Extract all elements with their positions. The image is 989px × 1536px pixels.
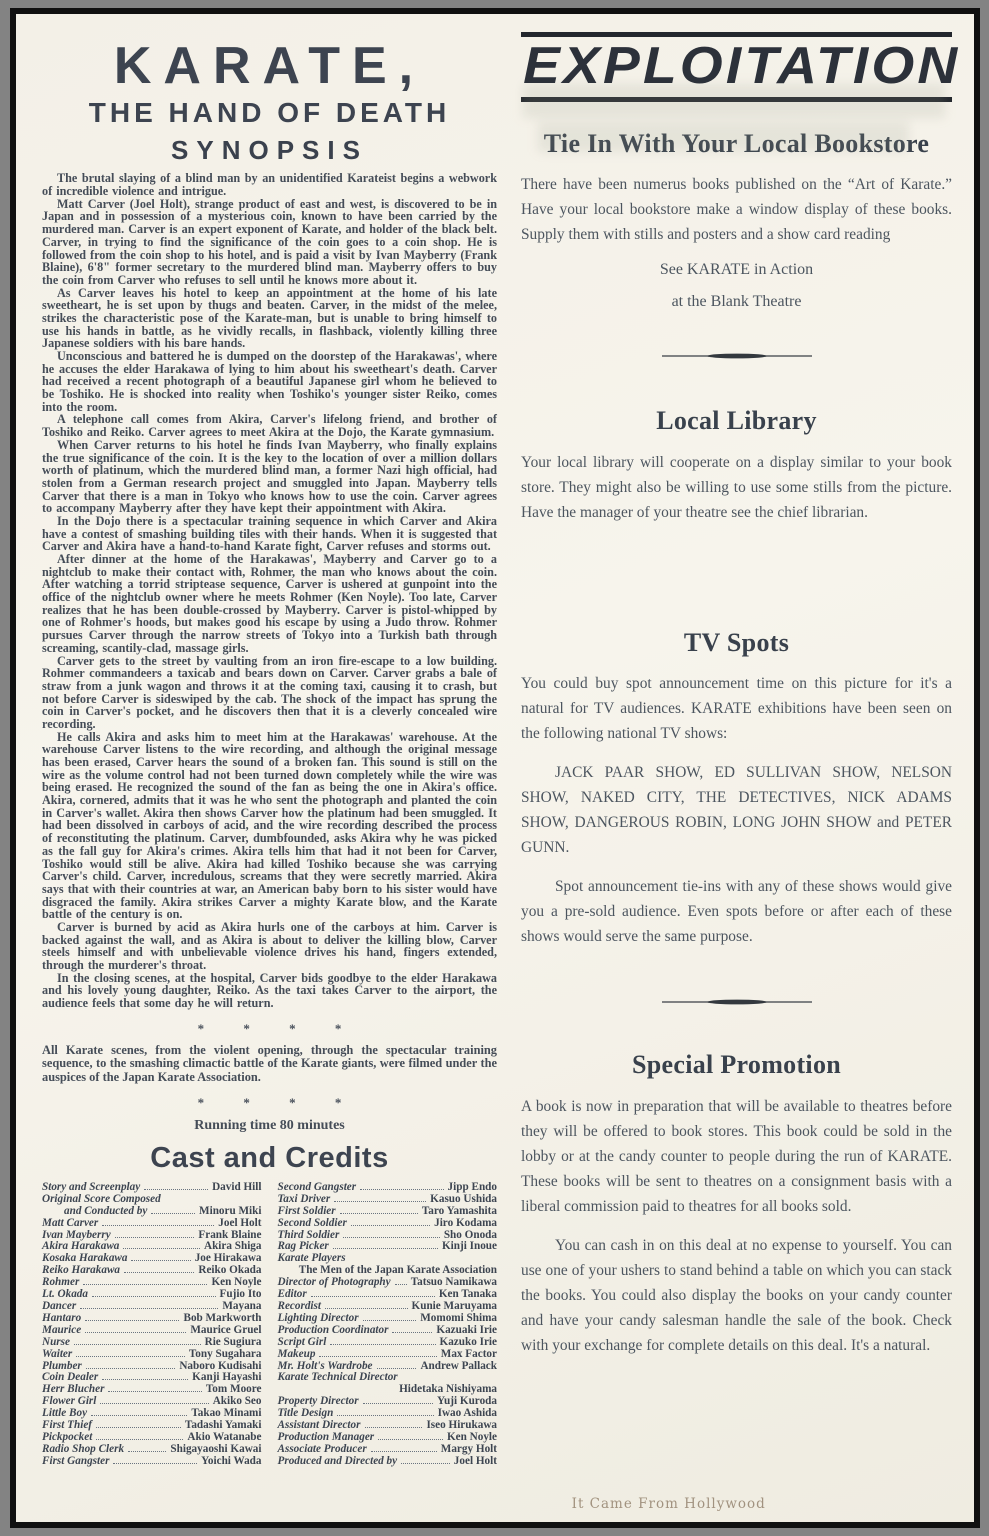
cast-role: Hantaro — [42, 1311, 82, 1324]
dotted-leader — [325, 1308, 408, 1309]
synopsis-paragraph: He calls Akira and asks him to meet him at the Harakawas' warehouse. At the warehouse Carver listens to the wire recording, and although the original message has been erased, Carver hears the sound of a broken fan. This sound is still on the wire as the volume control had not been turned down completely while the wire was being erased. He recognized the sound of the fan as being the one in Akira's office. Akira, cornered, admits that it was he who sent the photograph and planted the coin in Carver's wallet. Akira then shows Carver how the platinum had been smuggled. It had been dissolved in carboys of acid, and the wire recording described the process of reconstituting the platinum. Carver, dumbfounded, asks Akira why he was picked as the fall guy for Akira's crimes. Akira tells him that had it not been for Carver, Toshiko would still be alive. Akira had killed Toshiko because she was carrying Carver's child. Carver, incredulous, screams that they were secretly married. Akira says that with their countries at war, an American baby born to his sister would have disgraced the family. Akira strikes Carver a mighty Karate blow, and the Karate battle of the century is on. — [42, 729, 497, 922]
cast-role: Reiko Harakawa — [42, 1264, 121, 1277]
cast-name: Mayana — [222, 1300, 262, 1312]
cast-role: Waiter — [42, 1347, 73, 1360]
cast-name: Momomi Shima — [420, 1311, 497, 1324]
cast-row — [278, 1206, 498, 1218]
cast-role: Coin Dealer — [42, 1371, 99, 1384]
section-heading: TV Spots — [683, 627, 790, 657]
cast-role: Production Coordinator — [277, 1323, 389, 1336]
cast-name: Kinji Inoue — [441, 1240, 497, 1253]
cast-role: Original Score Composed — [42, 1192, 161, 1205]
cast-row — [42, 1456, 262, 1468]
cast-role: Matt Carver — [42, 1216, 99, 1229]
dotted-leader — [144, 1189, 208, 1190]
dotted-leader — [113, 1463, 197, 1464]
dotted-leader — [363, 1403, 433, 1404]
dotted-leader — [86, 1368, 176, 1369]
cast-name: Joel Holt — [453, 1454, 497, 1467]
cast-row — [42, 1206, 262, 1218]
cast-name: Minoru Miki — [199, 1204, 262, 1217]
dotted-leader — [83, 1284, 207, 1285]
dotted-leader — [96, 1427, 181, 1428]
cast-name: Fujio Ito — [219, 1288, 262, 1301]
cast-name: Maurice Gruel — [190, 1323, 262, 1336]
synopsis-paragraph: When Carver returns to his hotel he finds Ivan Mayberry, who finally explains the true significance of the coin. It is the key to the location of over a million dollars worth of platinum, which the murdered blind man, a former Nazi high official, had stolen from a German research project and smuggled into Japan. Mayberry tells Carver that there is a man in Tokyo who knows how to use the coin. Carver agrees to accompany Mayberry after they have kept their appointment with Akira. — [42, 437, 497, 516]
film-title-line1: KARATE, — [113, 37, 426, 95]
cast-row — [42, 1325, 262, 1337]
section-special-promotion — [521, 1051, 952, 1358]
cast-role: Script Girl — [277, 1335, 327, 1348]
cast-name: Akio Watanabe — [187, 1430, 262, 1443]
dotted-leader — [108, 1391, 201, 1392]
cast-role: Director of Photography — [277, 1276, 391, 1289]
dotted-leader — [96, 1439, 183, 1440]
synopsis-paragraph: In the Dojo there is a spectacular training sequence in which Carver and Akira have a contest of smashing building tiles with their hands. When it is suggested that Carver and Akira have a hand-to-hand Karate fight, Carver refuses and storms out. — [42, 513, 497, 554]
dotted-leader — [360, 1189, 443, 1190]
cast-name: Rie Sugiura — [204, 1335, 262, 1348]
section-library — [521, 407, 952, 525]
cast-role: Story and Screenplay — [42, 1180, 141, 1193]
section-paragraphs — [521, 450, 952, 525]
cast-role: Dancer — [42, 1300, 77, 1312]
cast-name: Kazuko Irie — [439, 1335, 497, 1348]
cast-role: Property Director — [277, 1395, 359, 1408]
cast-role: Taxi Driver — [277, 1192, 331, 1205]
cast-credits-heading: Cast and Credits — [150, 1141, 389, 1174]
cast-row — [42, 1218, 262, 1230]
section-heading: Local Library — [656, 406, 817, 436]
dotted-leader — [124, 1272, 194, 1273]
cast-role: and Conducted by — [64, 1204, 148, 1217]
synopsis-paragraph: A telephone call comes from Akira, Carver's lifelong friend, and brother of Toshiko and Reiko. Carver agrees to meet Akira at the Dojo, the Karate gymnasium. — [42, 412, 497, 440]
film-title-line2: THE HAND OF DEATH — [88, 97, 451, 128]
cast-name: Margy Holt — [440, 1442, 497, 1455]
dotted-leader — [351, 1225, 430, 1226]
dotted-leader — [102, 1379, 188, 1380]
dotted-leader — [333, 1248, 438, 1249]
dotted-leader — [311, 1296, 435, 1297]
cast-role: Editor — [277, 1288, 307, 1301]
cast-role: Produced and Directed by — [277, 1454, 398, 1467]
cast-role: Lighting Director — [277, 1311, 359, 1324]
section-paragraphs — [521, 172, 952, 247]
dotted-leader — [100, 1403, 208, 1404]
cast-name: Shigayaoshi Kawai — [170, 1442, 262, 1455]
cast-column-right — [278, 1182, 498, 1468]
cast-row — [278, 1456, 498, 1468]
cast-name: Sho Onoda — [443, 1228, 497, 1241]
paragraph: JACK PAAR SHOW, ED SULLIVAN SHOW, NELSON SHOW, NAKED CITY, THE DETECTIVES, NICK ADAMS SHOW, DANGEROUS ROBIN, LONG JOHN SHOW and PETER GUNN. — [521, 764, 952, 857]
cast-row — [278, 1349, 498, 1361]
dotted-leader — [401, 1463, 450, 1464]
dotted-leader — [330, 1344, 435, 1345]
cast-role: Makeup — [277, 1347, 316, 1360]
star-divider: * * * * — [197, 1020, 342, 1036]
section-bookstore — [521, 130, 952, 312]
pressbook-page — [10, 8, 980, 1528]
dotted-leader — [363, 1320, 417, 1321]
cast-role: First Thief — [42, 1419, 93, 1432]
cast-row — [278, 1194, 498, 1206]
cast-name: Jipp Endo — [447, 1180, 497, 1193]
cast-name: Tom Moore — [205, 1383, 262, 1396]
cast-name: Yuji Kuroda — [436, 1395, 497, 1408]
cast-name: Joe Hirakawa — [194, 1252, 262, 1265]
paragraph: You can cash in on this deal at no expense to yourself. You can use one of your ushers to stand behind a table on which you can stack the books. You could also display the books on your candy counter and have your candy salesman handle the sale of the book. Check with your exchange for complete details on this deal. It's a natural. — [521, 1236, 952, 1354]
exploitation-masthead — [521, 32, 961, 102]
cast-role: First Gangster — [42, 1454, 110, 1467]
paragraph: Your local library will cooperate on a display similar to your book store. They might also be willing to use some stills from the picture. Have the manager of your theatre see the chief librarian. — [521, 453, 952, 521]
cast-name: Ken Tanaka — [438, 1288, 497, 1301]
cast-role: First Soldier — [277, 1204, 336, 1217]
cast-role: Flower Girl — [42, 1395, 97, 1408]
cast-role: Nurse — [42, 1335, 70, 1348]
synopsis-heading: SYNOPSIS — [171, 135, 368, 166]
cast-name: Akiko Seo — [212, 1395, 262, 1408]
dotted-leader — [91, 1415, 187, 1416]
cast-role: Radio Shop Clerk — [42, 1442, 125, 1455]
cast-name: Max Factor — [440, 1347, 497, 1360]
cast-name: Reiko Okada — [198, 1264, 262, 1277]
collection-watermark: It Came From Hollywood — [571, 1496, 766, 1512]
dotted-leader — [337, 1415, 433, 1416]
cast-role: Karate Technical Director — [277, 1371, 398, 1384]
cast-row — [42, 1349, 262, 1361]
paragraph: Spot announcement tie-ins with any of these shows would give you a pre-sold audience. Even spots before or after each of these shows would serve the same purpose. — [521, 878, 952, 946]
cast-name: Naboro Kudisahi — [179, 1359, 262, 1372]
cast-role: Mr. Holt's Wardrobe — [277, 1359, 373, 1372]
dotted-leader — [319, 1356, 436, 1357]
cast-role: Production Manager — [277, 1430, 375, 1443]
cast-role: Lt. Okada — [42, 1288, 88, 1301]
dotted-leader — [392, 1332, 432, 1333]
dotted-leader — [131, 1260, 190, 1261]
cast-name: Frank Blaine — [198, 1228, 262, 1241]
cast-name: Takao Minami — [191, 1407, 262, 1420]
cast-role: Plumber — [42, 1359, 82, 1372]
dotted-leader — [76, 1356, 185, 1357]
cast-role: Assistant Director — [277, 1419, 361, 1432]
section-heading: Special Promotion — [632, 1050, 841, 1080]
cast-role: Ivan Mayberry — [42, 1228, 111, 1241]
cast-role: Associate Producer — [277, 1442, 367, 1455]
dotted-leader — [365, 1427, 423, 1428]
cast-role: Akira Harakawa — [42, 1240, 120, 1253]
synopsis-paragraph: In the closing scenes, at the hospital, Carver bids goodbye to the elder Harakawa and his lovely young daughter, Reiko. As the taxi takes Carver to the airport, the audience feels that some day he will return. — [42, 970, 497, 1011]
synopsis-column — [42, 26, 497, 1506]
dotted-leader — [85, 1332, 186, 1333]
cast-row — [278, 1325, 498, 1337]
cast-role: Second Soldier — [277, 1216, 347, 1229]
exploitation-column — [521, 26, 961, 1506]
synopsis-paragraph: Carver gets to the street by vaulting from an iron fire-escape to a low building. Rohmer commandeers a taxicab and bears down on Carver. Carver grabs a bale of straw from a junk wagon and throws it at the coming taxi, causing it to crash, but not before Carver is sideswiped by the cab. The shock of the impact has sprung the coin in Carver's pocket, and he discovers then that it is a cleverly concealed wire recording. — [42, 653, 497, 731]
paragraph: There have been numerus books published on the “Art of Karate.” Have your local bookstore make a window display of these books. Supply them with stills and posters and a show card reading — [521, 176, 952, 244]
cast-name: The Men of the Japan Karate Association — [298, 1264, 497, 1277]
dotted-leader — [128, 1451, 166, 1452]
synopsis-paragraph: As Carver leaves his hotel to keep an appointment at the home of his late sweetheart, he is set upon by thugs and beaten. Carver, in the midst of the melee, strikes the characteristic pose of the Karate-man, but is unable to bring himself to use his hands in battle, as he vividly recalls, in flashback, violently killing three Japanese soldiers with his bare hands. — [42, 285, 497, 351]
dotted-leader — [377, 1368, 417, 1369]
cast-column-left — [42, 1182, 262, 1468]
cast-role: Kosaka Harakawa — [42, 1252, 128, 1265]
cast-role: Pickpocket — [42, 1430, 93, 1443]
section-divider-rule — [662, 997, 812, 1007]
cast-name: Taro Yamashita — [421, 1204, 497, 1217]
cast-name: Tony Sugahara — [188, 1347, 262, 1360]
cast-name: David Hill — [212, 1180, 262, 1193]
section-heading: Tie In With Your Local Bookstore — [543, 128, 930, 158]
cast-name: Kunie Maruyama — [411, 1300, 497, 1312]
dotted-leader — [378, 1439, 443, 1440]
cast-name: Joel Holt — [218, 1216, 262, 1229]
dotted-leader — [334, 1201, 426, 1202]
cast-row — [278, 1337, 498, 1349]
paragraph: A book is now in preparation that will be available to theatres before they will be offered to book stores. This book could be sold in the lobby or at the candy counter to people during the run of KARATE. These books will be sent to theatres on a consignment basis with a liberal commission paid to theatres for all books sold. — [521, 1097, 952, 1215]
cast-role: Title Design — [277, 1407, 334, 1420]
cast-role: Rohmer — [42, 1276, 80, 1289]
cast-name: Andrew Pallack — [420, 1359, 497, 1372]
dotted-leader — [123, 1248, 200, 1249]
cast-name: Tatsuo Namikawa — [410, 1276, 497, 1289]
cast-name: Jiro Kodama — [434, 1216, 497, 1229]
cast-row — [278, 1218, 498, 1230]
cast-credits-table — [42, 1182, 497, 1468]
cast-name: Hidetaka Nishiyama — [399, 1383, 497, 1396]
dotted-leader — [74, 1344, 201, 1345]
cast-role: Karate Players — [277, 1252, 346, 1265]
dotted-leader — [340, 1213, 418, 1214]
synopsis-text — [42, 172, 497, 1009]
running-time: Running time 80 minutes — [194, 1117, 345, 1133]
section-divider-rule — [662, 351, 812, 361]
cast-role: Rag Picker — [277, 1240, 329, 1253]
cast-name: Iseo Hirukawa — [426, 1419, 497, 1432]
synopsis-paragraph: After dinner at the home of the Harakawas', Mayberry and Carver go to a nightclub to make their contact with, Rohmer, the man who knows about the coin. After watching a torrid striptease sequence, Carver is ushered at gunpoint into the office of the nightclub owner where he meets Rohmer (Ken Noyle). Too late, Carver realizes that he has been double-crossed by Mayberry. Carver is pistol-whipped by one of Rohmer's hoods, but makes good his escape by using a Judo throw. Rohmer pursues Carver through the narrow streets of Tokyo into a Turkish bath through screaming, scantily-clad, massage girls. — [42, 552, 497, 655]
show-card-line1: See KARATE in Action — [659, 261, 814, 279]
paragraph: You could buy spot announcement time on this picture for it's a natural for TV audiences. KARATE exhibitions have been seen on the following national TV shows: — [521, 675, 952, 743]
dotted-leader — [343, 1237, 439, 1238]
dotted-leader — [85, 1320, 179, 1321]
dotted-leader — [395, 1284, 407, 1285]
cast-role: Little Boy — [42, 1407, 88, 1420]
section-paragraphs — [521, 1094, 952, 1358]
cast-role: Recordist — [277, 1300, 322, 1312]
cast-name: Bob Markworth — [183, 1311, 262, 1324]
cast-role: Second Gangster — [277, 1180, 357, 1193]
exploitation-title: EXPLOITATION — [523, 37, 961, 95]
synopsis-paragraph: Matt Carver (Joel Holt), strange product of east and west, is discovered to be in Japan and in possession of a mysterious coin, known to have been carried by the murdered man. Carver is an expert exponent of Karate, and holder of the black belt. Carver, in trying to find the significance of the coin goes to a coin shop. He is followed from the coin shop to his hotel, and is paid a visit by Ivan Mayberry (Frank Blaine), 6'8" former secretary to the murdered blind man. Mayberry offers to buy the coin from Carver who refuses to sell until he knows more about it. — [42, 196, 497, 287]
synopsis-paragraph: The brutal slaying of a blind man by an unidentified Karateist begins a webwork of incredible violence and intrigue. — [42, 171, 497, 199]
cast-name: Tadashi Yamaki — [184, 1419, 262, 1432]
karate-association-note: All Karate scenes, from the violent opening, through the spectacular training sequence, to the smashing climactic battle of the Karate giants, were filmed under the auspices of the Japan Karate Association. — [42, 1042, 497, 1084]
cast-role: Third Soldier — [277, 1228, 340, 1241]
cast-row — [278, 1444, 498, 1456]
dotted-leader — [80, 1308, 218, 1309]
cast-name: Iwao Ashida — [437, 1407, 497, 1420]
dotted-leader — [151, 1213, 195, 1214]
dotted-leader — [92, 1296, 216, 1297]
synopsis-paragraph: Carver is burned by acid as Akira hurls one of the carboys at him. Carver is backed against the wall, and as Akira is about to deliver the killing blow, Carver steels himself and with unbelievable violence drives his hand, fingers extended, through the murderer's throat. — [42, 919, 497, 973]
show-card-line2: at the Blank Theatre — [671, 293, 802, 311]
cast-row — [42, 1337, 262, 1349]
cast-row — [42, 1444, 262, 1456]
masthead-rule-bottom — [521, 97, 952, 102]
dotted-leader — [102, 1225, 214, 1226]
cast-name: Kasuo Ushida — [430, 1192, 497, 1205]
cast-name: Ken Noyle — [446, 1430, 497, 1443]
star-divider: * * * * — [197, 1094, 342, 1110]
cast-name: Ken Noyle — [211, 1276, 262, 1289]
dotted-leader — [115, 1237, 195, 1238]
cast-name: Akira Shiga — [203, 1240, 262, 1253]
cast-row — [42, 1194, 262, 1206]
cast-name: Yoichi Wada — [201, 1454, 262, 1467]
cast-name: Kanji Hayashi — [192, 1371, 262, 1384]
section-paragraphs — [521, 671, 952, 949]
cast-name: Kazuaki Irie — [436, 1323, 497, 1336]
dotted-leader — [371, 1451, 437, 1452]
cast-role: Herr Blucher — [42, 1383, 105, 1396]
cast-role: Maurice — [42, 1323, 82, 1336]
section-tv-spots — [521, 629, 952, 950]
synopsis-paragraph: Unconscious and battered he is dumped on the doorstep of the Harakawas', where he accuses the elder Harakawa of lying to him about his sweetheart's death. Carver had received a recent photograph of a beautiful Japanese girl whom he believed to be Toshiko. He is shocked into reality when Toshiko's younger sister Reiko, comes into the room. — [42, 349, 497, 414]
